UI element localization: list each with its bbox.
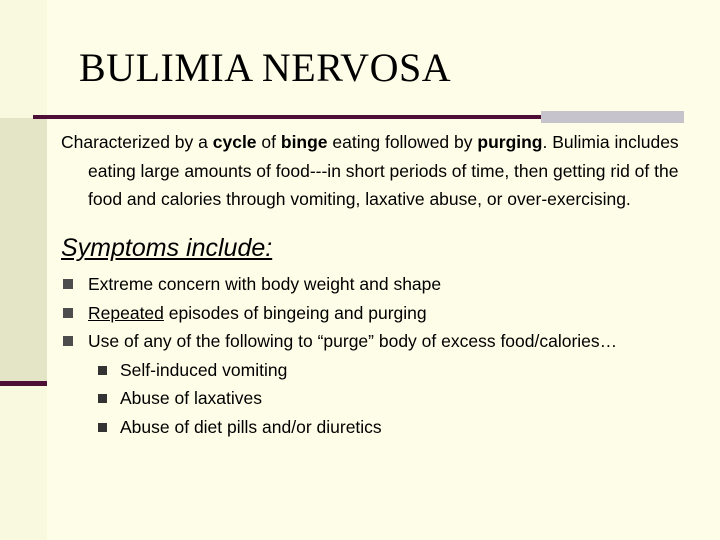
intro-text: of [256, 132, 281, 152]
intro-bold-cycle: cycle [212, 132, 257, 152]
square-bullet-icon [98, 394, 107, 403]
list-item [61, 299, 617, 328]
sub-list-item-text: Abuse of diet pills and/or diuretics [120, 416, 382, 437]
intro-text: . Bulimia includes eating large amounts of food---in short periods of time, then getting rid of the food and calories through vomiting, laxative abuse, or over-exercising. [88, 132, 679, 209]
intro-bold-binge: binge [280, 132, 328, 152]
slide-title: BULIMIA NERVOSA [79, 45, 452, 90]
sub-list-item-text: Abuse of laxatives [120, 388, 263, 409]
title-underline-rule [33, 115, 541, 119]
list-item-text: Extreme concern with body weight and shape [88, 274, 442, 294]
list-item-underlined-text: Repeated [88, 302, 164, 323]
list-item [61, 327, 617, 356]
symptoms-heading: Symptoms include: [61, 234, 273, 262]
square-bullet-icon [98, 423, 107, 432]
intro-bold-purging: purging [477, 132, 543, 152]
sub-list-item [61, 356, 617, 385]
sub-list-item [61, 384, 617, 413]
sub-list-item-text: Self-induced vomiting [120, 359, 288, 380]
symptoms-list [61, 270, 617, 442]
intro-text: Characterized by a [61, 132, 213, 152]
sub-list-item [61, 413, 617, 442]
list-item-text: episodes of bingeing and purging [163, 302, 427, 323]
left-decorative-band-shade [0, 118, 47, 384]
square-bullet-icon [98, 366, 107, 375]
square-bullet-icon [63, 279, 73, 289]
list-item-text: Use of any of the following to “purge” body of excess food/calories… [88, 331, 618, 352]
square-bullet-icon [63, 336, 73, 346]
left-accent-bar [0, 381, 47, 386]
square-bullet-icon [63, 308, 73, 318]
intro-paragraph [61, 128, 711, 214]
list-item [61, 270, 617, 299]
title-rule-gray-segment [541, 111, 684, 123]
intro-text: eating followed by [327, 132, 478, 152]
